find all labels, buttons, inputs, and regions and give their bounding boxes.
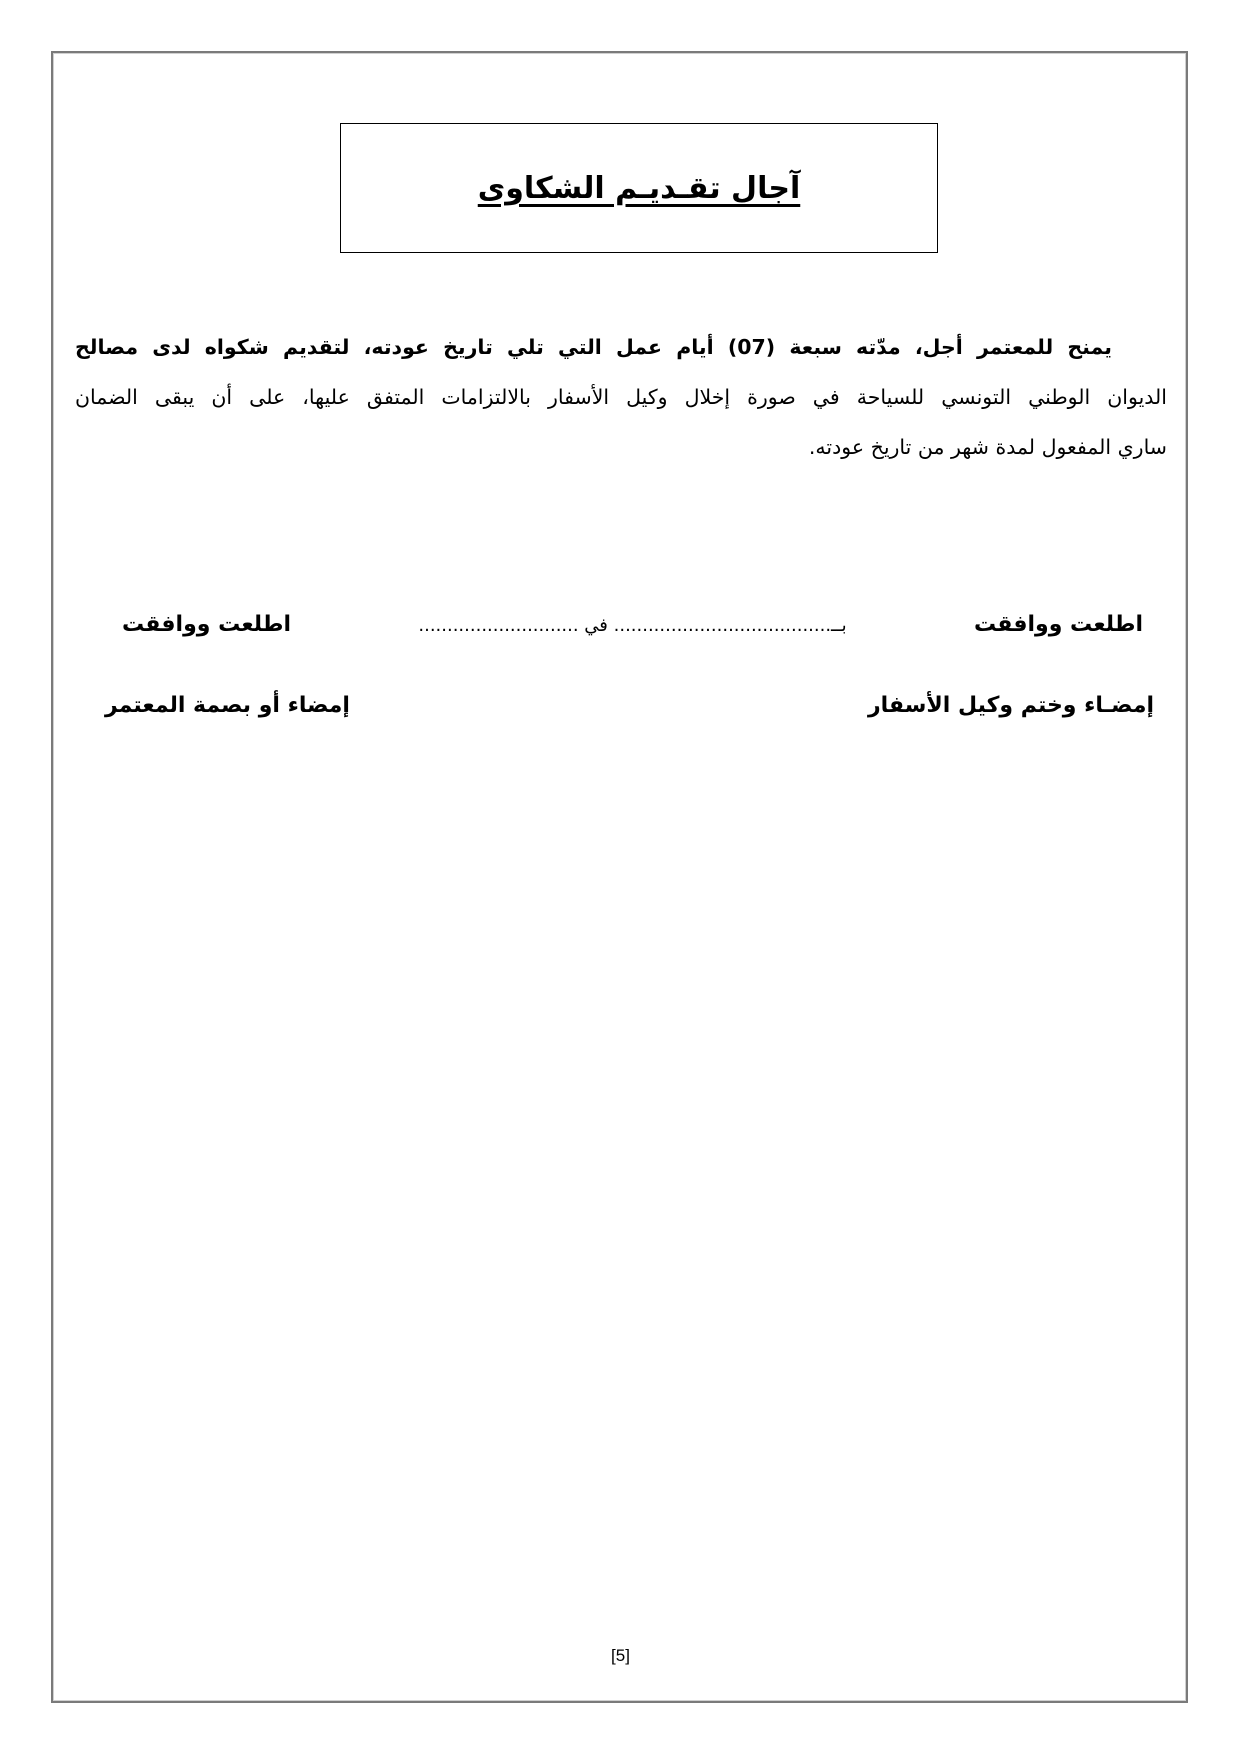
page-border [51, 51, 1188, 1703]
paragraph-line-1-part-1: يمنح للمعتمر أجل، مدّته سبعة [789, 335, 1112, 359]
paragraph-line-1-part-2: أيام عمل التي تلي تاريخ عودته، لتقديم شكواه لدى مصالح [75, 335, 714, 359]
paragraph-line-3: ساري المفعول لمدة شهر من تاريخ عودته. [808, 435, 1167, 459]
agreed-label-left: اطلعت ووافقت [122, 612, 292, 637]
document-title: آجال تقـديـم الشكاوى [477, 170, 801, 206]
complaint-deadline-paragraph [75, 322, 1167, 472]
title-box [340, 123, 938, 253]
date-place-line: بــ...................................... في ............................ [418, 615, 847, 636]
agreed-label-right: اطلعت ووافقت [973, 612, 1143, 637]
paragraph-line-2: الديوان الوطني التونسي للسياحة في صورة إخلال وكيل الأسفار بالالتزامات المتفق عليها، على أن يبقى الضمان [75, 385, 1167, 409]
pilgrim-signature-label: إمضاء أو بصمة المعتمر [105, 693, 350, 718]
paragraph-days-number: (07) [727, 335, 776, 359]
paragraph-line-1 [75, 322, 1167, 372]
agent-signature-label: إمضـاء وختم وكيل الأسفار [867, 693, 1154, 718]
page-number: [5] [611, 1646, 630, 1665]
